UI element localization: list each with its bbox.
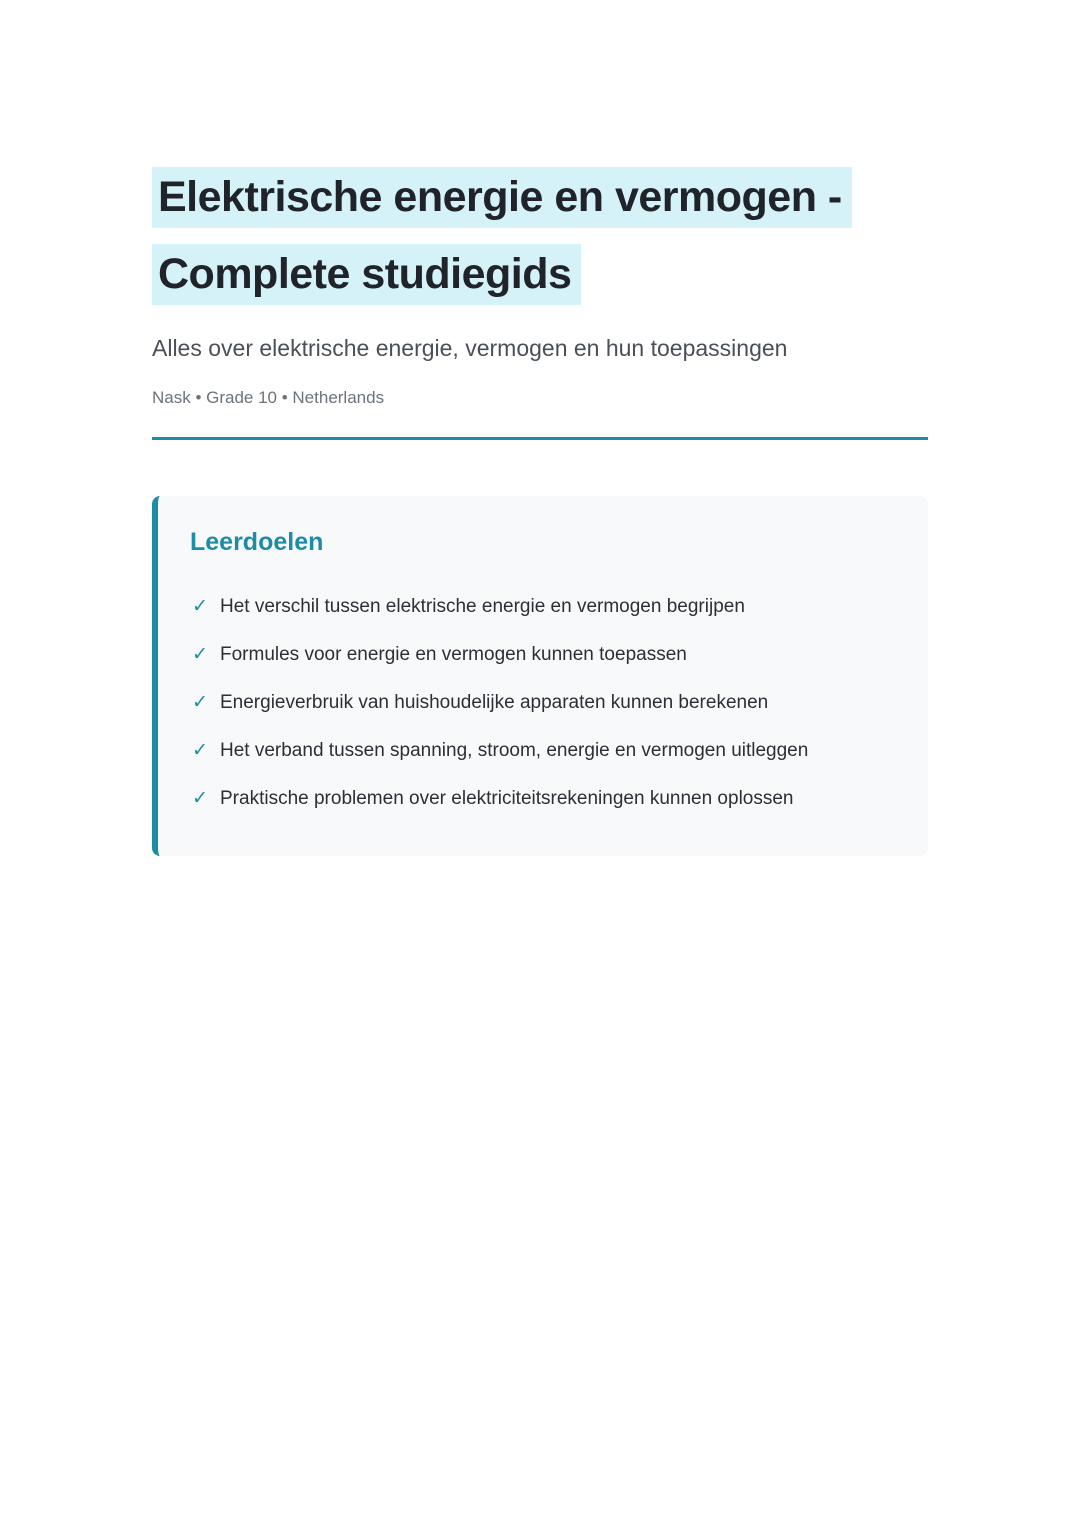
study-guide-page <box>152 159 928 856</box>
objectives-list <box>190 593 898 812</box>
list-item <box>190 641 898 668</box>
list-item <box>190 785 898 812</box>
check-icon: ✓ <box>192 596 208 617</box>
document-meta: Nask • Grade 10 • Netherlands <box>152 388 385 407</box>
check-icon: ✓ <box>192 740 208 761</box>
objective-text: Energieverbruik van huishoudelijke apparaten kunnen berekenen <box>220 692 769 713</box>
list-item <box>190 689 898 716</box>
objective-text: Het verband tussen spanning, stroom, energie en vermogen uitleggen <box>220 740 809 761</box>
learning-objectives-card <box>152 496 928 856</box>
objective-text: Het verschil tussen elektrische energie en vermogen begrijpen <box>220 596 745 617</box>
page-subtitle: Alles over elektrische energie, vermogen en hun toepassingen <box>152 335 788 361</box>
objective-text: Praktische problemen over elektriciteitsrekeningen kunnen oplossen <box>220 788 794 809</box>
check-icon: ✓ <box>192 644 208 665</box>
list-item <box>190 737 898 764</box>
objectives-heading: Leerdoelen <box>190 528 324 556</box>
objective-text: Formules voor energie en vermogen kunnen toepassen <box>220 644 687 665</box>
list-item <box>190 593 898 620</box>
page-title <box>152 159 928 313</box>
page-title-highlighted-text: Elektrische energie en vermogen - Complete studiegids <box>152 167 852 305</box>
check-icon: ✓ <box>192 692 208 713</box>
section-divider <box>152 437 928 440</box>
check-icon: ✓ <box>192 788 208 809</box>
